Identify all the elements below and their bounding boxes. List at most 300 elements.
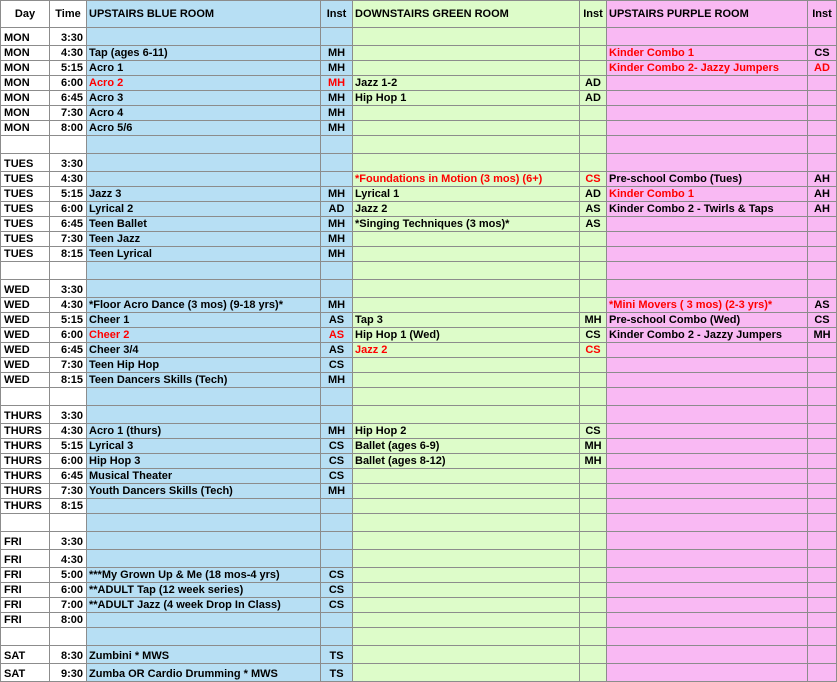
cell-purple-instructor (808, 583, 837, 598)
cell-time: 4:30 (50, 298, 87, 313)
cell-blue-instructor: MH (321, 121, 353, 136)
cell-purple-class (607, 613, 808, 628)
cell-green-instructor: AS (580, 217, 607, 232)
cell-time: 7:30 (50, 358, 87, 373)
cell-purple-instructor: CS (808, 313, 837, 328)
cell-day: WED (1, 358, 50, 373)
cell-green-class (353, 613, 580, 628)
cell-blue-class: Teen Ballet (87, 217, 321, 232)
cell-blue-instructor: MH (321, 91, 353, 106)
cell-green-class (353, 358, 580, 373)
cell-blue-class: Cheer 3/4 (87, 343, 321, 358)
cell-blue-class (87, 280, 321, 298)
table-row (1, 499, 837, 514)
cell-blue-class: Acro 1 (87, 61, 321, 76)
cell-green-class (353, 499, 580, 514)
cell-purple-instructor (808, 439, 837, 454)
cell-day: WED (1, 298, 50, 313)
cell-blue-class: Tap (ages 6-11) (87, 46, 321, 61)
cell-green-class: *Foundations in Motion (3 mos) (6+) (353, 172, 580, 187)
cell-green-instructor (580, 628, 607, 646)
cell-green-class (353, 373, 580, 388)
cell-time: 3:30 (50, 280, 87, 298)
cell-purple-class (607, 343, 808, 358)
cell-time: 8:00 (50, 121, 87, 136)
cell-purple-class (607, 217, 808, 232)
cell-time: 4:30 (50, 550, 87, 568)
cell-green-instructor (580, 568, 607, 583)
cell-purple-class (607, 628, 808, 646)
cell-purple-class (607, 280, 808, 298)
cell-blue-class: **ADULT Tap (12 week series) (87, 583, 321, 598)
cell-blue-class: Teen Hip Hop (87, 358, 321, 373)
separator-row (1, 136, 837, 154)
cell-day (1, 628, 50, 646)
cell-time (50, 514, 87, 532)
cell-day: THURS (1, 406, 50, 424)
cell-green-class (353, 154, 580, 172)
cell-purple-instructor (808, 154, 837, 172)
cell-blue-class: Lyrical 2 (87, 202, 321, 217)
cell-green-class (353, 136, 580, 154)
cell-purple-instructor: AH (808, 172, 837, 187)
cell-purple-class (607, 373, 808, 388)
cell-green-class (353, 232, 580, 247)
cell-time: 6:45 (50, 217, 87, 232)
cell-blue-class (87, 154, 321, 172)
cell-purple-class (607, 532, 808, 550)
cell-blue-class: Musical Theater (87, 469, 321, 484)
cell-green-class (353, 46, 580, 61)
cell-blue-instructor (321, 262, 353, 280)
cell-purple-class (607, 424, 808, 439)
cell-purple-instructor (808, 121, 837, 136)
cell-blue-class: Zumba OR Cardio Drumming * MWS (87, 664, 321, 682)
cell-green-instructor (580, 514, 607, 532)
cell-green-class (353, 469, 580, 484)
cell-green-instructor (580, 61, 607, 76)
cell-blue-instructor (321, 613, 353, 628)
cell-green-class (353, 406, 580, 424)
cell-blue-instructor: AD (321, 202, 353, 217)
cell-purple-instructor: CS (808, 46, 837, 61)
cell-green-class (353, 106, 580, 121)
cell-blue-class (87, 628, 321, 646)
cell-green-class (353, 664, 580, 682)
cell-green-class (353, 532, 580, 550)
cell-time: 4:30 (50, 46, 87, 61)
cell-green-instructor (580, 532, 607, 550)
cell-purple-instructor (808, 76, 837, 91)
cell-time: 4:30 (50, 424, 87, 439)
cell-blue-class: Acro 4 (87, 106, 321, 121)
cell-green-instructor (580, 28, 607, 46)
cell-green-instructor: MH (580, 454, 607, 469)
table-row (1, 298, 837, 313)
cell-purple-instructor: AS (808, 298, 837, 313)
cell-green-instructor (580, 154, 607, 172)
cell-blue-class (87, 613, 321, 628)
cell-purple-class: Pre-school Combo (Wed) (607, 313, 808, 328)
cell-purple-instructor (808, 598, 837, 613)
table-row (1, 373, 837, 388)
cell-blue-instructor: AS (321, 343, 353, 358)
table-row (1, 91, 837, 106)
cell-day: WED (1, 280, 50, 298)
cell-purple-instructor (808, 424, 837, 439)
cell-time: 6:00 (50, 328, 87, 343)
cell-green-class (353, 628, 580, 646)
cell-time: 6:45 (50, 469, 87, 484)
cell-green-class: Tap 3 (353, 313, 580, 328)
cell-blue-instructor (321, 172, 353, 187)
table-row (1, 583, 837, 598)
cell-time: 3:30 (50, 154, 87, 172)
cell-day: MON (1, 121, 50, 136)
cell-purple-instructor (808, 406, 837, 424)
cell-purple-class (607, 406, 808, 424)
cell-green-class (353, 61, 580, 76)
cell-blue-instructor: MH (321, 424, 353, 439)
cell-day: MON (1, 106, 50, 121)
cell-time (50, 628, 87, 646)
cell-purple-instructor (808, 388, 837, 406)
cell-green-class: Jazz 2 (353, 202, 580, 217)
cell-day (1, 262, 50, 280)
cell-blue-instructor: MH (321, 76, 353, 91)
table-row (1, 358, 837, 373)
cell-blue-class (87, 388, 321, 406)
cell-day: TUES (1, 247, 50, 262)
cell-purple-instructor (808, 613, 837, 628)
cell-blue-class (87, 136, 321, 154)
cell-purple-instructor (808, 514, 837, 532)
cell-blue-class (87, 514, 321, 532)
cell-day: MON (1, 91, 50, 106)
cell-green-class (353, 388, 580, 406)
cell-purple-instructor (808, 358, 837, 373)
cell-green-instructor (580, 232, 607, 247)
cell-blue-class: Cheer 2 (87, 328, 321, 343)
cell-purple-class (607, 154, 808, 172)
cell-green-class (353, 247, 580, 262)
cell-purple-class (607, 550, 808, 568)
table-row (1, 454, 837, 469)
cell-blue-class (87, 406, 321, 424)
cell-purple-class (607, 262, 808, 280)
cell-green-instructor (580, 106, 607, 121)
cell-green-class (353, 583, 580, 598)
table-row (1, 202, 837, 217)
cell-blue-instructor: MH (321, 232, 353, 247)
cell-blue-instructor: MH (321, 187, 353, 202)
cell-purple-instructor (808, 280, 837, 298)
table-row (1, 424, 837, 439)
cell-blue-instructor: TS (321, 646, 353, 664)
cell-blue-class: Acro 2 (87, 76, 321, 91)
cell-purple-class (607, 484, 808, 499)
cell-purple-class (607, 136, 808, 154)
cell-green-class (353, 280, 580, 298)
header-green-inst: Inst (580, 1, 607, 28)
cell-green-instructor (580, 262, 607, 280)
cell-time: 8:00 (50, 613, 87, 628)
cell-blue-class (87, 550, 321, 568)
cell-blue-class (87, 172, 321, 187)
cell-blue-class: Teen Dancers Skills (Tech) (87, 373, 321, 388)
cell-time: 6:45 (50, 91, 87, 106)
cell-purple-class (607, 583, 808, 598)
header-blue-room: UPSTAIRS BLUE ROOM (87, 1, 321, 28)
cell-blue-class: ***My Grown Up & Me (18 mos-4 yrs) (87, 568, 321, 583)
cell-blue-instructor: AS (321, 313, 353, 328)
cell-day: THURS (1, 469, 50, 484)
cell-purple-class (607, 358, 808, 373)
cell-blue-class: Teen Jazz (87, 232, 321, 247)
cell-purple-class (607, 499, 808, 514)
table-row (1, 217, 837, 232)
cell-blue-instructor (321, 406, 353, 424)
cell-green-instructor (580, 373, 607, 388)
cell-purple-class: Pre-school Combo (Tues) (607, 172, 808, 187)
cell-purple-instructor (808, 232, 837, 247)
cell-purple-class (607, 28, 808, 46)
table-row (1, 121, 837, 136)
cell-time: 8:15 (50, 499, 87, 514)
cell-purple-class (607, 76, 808, 91)
cell-blue-instructor: CS (321, 583, 353, 598)
cell-day: TUES (1, 232, 50, 247)
cell-time: 3:30 (50, 28, 87, 46)
cell-green-class (353, 568, 580, 583)
cell-green-class (353, 646, 580, 664)
cell-blue-instructor (321, 28, 353, 46)
table-row (1, 550, 837, 568)
cell-blue-class: Cheer 1 (87, 313, 321, 328)
cell-green-instructor: CS (580, 172, 607, 187)
cell-green-class (353, 598, 580, 613)
cell-green-instructor: CS (580, 424, 607, 439)
cell-day: MON (1, 46, 50, 61)
cell-day: FRI (1, 550, 50, 568)
cell-purple-class (607, 646, 808, 664)
cell-green-instructor (580, 388, 607, 406)
separator-row (1, 388, 837, 406)
cell-time: 6:00 (50, 76, 87, 91)
cell-day: THURS (1, 499, 50, 514)
table-row (1, 232, 837, 247)
table-row (1, 106, 837, 121)
schedule-body (1, 28, 837, 682)
cell-blue-instructor: CS (321, 598, 353, 613)
table-row (1, 28, 837, 46)
cell-purple-instructor (808, 499, 837, 514)
cell-green-class: Hip Hop 1 (353, 91, 580, 106)
cell-blue-class: Acro 5/6 (87, 121, 321, 136)
cell-blue-class (87, 532, 321, 550)
cell-time: 5:15 (50, 439, 87, 454)
cell-purple-instructor (808, 106, 837, 121)
cell-green-instructor (580, 406, 607, 424)
cell-time: 8:15 (50, 373, 87, 388)
cell-green-class (353, 121, 580, 136)
cell-blue-instructor: AS (321, 328, 353, 343)
cell-time: 4:30 (50, 172, 87, 187)
cell-blue-class: **ADULT Jazz (4 week Drop In Class) (87, 598, 321, 613)
cell-purple-instructor (808, 469, 837, 484)
cell-day: THURS (1, 439, 50, 454)
cell-day (1, 136, 50, 154)
cell-purple-class (607, 232, 808, 247)
table-row (1, 343, 837, 358)
cell-blue-class: Teen Lyrical (87, 247, 321, 262)
cell-day: SAT (1, 646, 50, 664)
cell-day: THURS (1, 454, 50, 469)
cell-green-class (353, 484, 580, 499)
cell-green-instructor (580, 646, 607, 664)
cell-day: FRI (1, 583, 50, 598)
cell-green-instructor: AS (580, 202, 607, 217)
cell-blue-instructor (321, 514, 353, 532)
cell-green-instructor (580, 550, 607, 568)
cell-purple-class (607, 388, 808, 406)
cell-green-instructor (580, 598, 607, 613)
table-row (1, 280, 837, 298)
cell-blue-class: Acro 1 (thurs) (87, 424, 321, 439)
cell-blue-class: Lyrical 3 (87, 439, 321, 454)
cell-green-instructor (580, 499, 607, 514)
cell-day: WED (1, 328, 50, 343)
cell-blue-class: Zumbini * MWS (87, 646, 321, 664)
cell-purple-instructor (808, 28, 837, 46)
cell-green-class: Jazz 2 (353, 343, 580, 358)
cell-green-class (353, 262, 580, 280)
cell-green-class (353, 514, 580, 532)
cell-green-instructor (580, 298, 607, 313)
cell-blue-instructor: TS (321, 664, 353, 682)
cell-purple-instructor (808, 628, 837, 646)
cell-purple-class: Kinder Combo 2 - Twirls & Taps (607, 202, 808, 217)
header-blue-inst: Inst (321, 1, 353, 28)
cell-green-instructor: AD (580, 187, 607, 202)
cell-purple-class (607, 514, 808, 532)
table-row (1, 439, 837, 454)
cell-blue-instructor (321, 280, 353, 298)
table-row (1, 646, 837, 664)
cell-purple-class (607, 247, 808, 262)
cell-purple-class (607, 598, 808, 613)
cell-purple-instructor (808, 646, 837, 664)
cell-blue-instructor (321, 628, 353, 646)
cell-blue-instructor: MH (321, 484, 353, 499)
cell-day: TUES (1, 172, 50, 187)
cell-green-instructor (580, 136, 607, 154)
cell-green-instructor: CS (580, 328, 607, 343)
cell-blue-class (87, 28, 321, 46)
cell-purple-class: Kinder Combo 2 - Jazzy Jumpers (607, 328, 808, 343)
table-row (1, 568, 837, 583)
table-row (1, 313, 837, 328)
table-row (1, 247, 837, 262)
separator-row (1, 262, 837, 280)
cell-green-instructor (580, 484, 607, 499)
table-row (1, 613, 837, 628)
cell-day: THURS (1, 424, 50, 439)
header-day: Day (1, 1, 50, 28)
cell-time: 6:00 (50, 583, 87, 598)
cell-green-instructor (580, 280, 607, 298)
table-row (1, 46, 837, 61)
cell-day: MON (1, 76, 50, 91)
cell-purple-class (607, 469, 808, 484)
cell-purple-class: Kinder Combo 1 (607, 46, 808, 61)
separator-row (1, 514, 837, 532)
cell-blue-instructor: MH (321, 46, 353, 61)
cell-day: FRI (1, 532, 50, 550)
cell-time: 5:00 (50, 568, 87, 583)
cell-purple-instructor (808, 373, 837, 388)
cell-day: FRI (1, 598, 50, 613)
cell-purple-class (607, 439, 808, 454)
cell-green-instructor (580, 247, 607, 262)
cell-green-instructor (580, 613, 607, 628)
cell-blue-class: Acro 3 (87, 91, 321, 106)
cell-green-class: Ballet (ages 8-12) (353, 454, 580, 469)
cell-time (50, 388, 87, 406)
cell-time: 3:30 (50, 532, 87, 550)
table-row (1, 598, 837, 613)
cell-purple-class: Kinder Combo 2- Jazzy Jumpers (607, 61, 808, 76)
cell-time: 5:15 (50, 313, 87, 328)
cell-day: SAT (1, 664, 50, 682)
cell-blue-instructor (321, 154, 353, 172)
cell-green-instructor (580, 121, 607, 136)
cell-green-instructor: AD (580, 76, 607, 91)
cell-purple-instructor (808, 217, 837, 232)
cell-green-instructor (580, 583, 607, 598)
cell-green-instructor: MH (580, 439, 607, 454)
cell-blue-instructor: MH (321, 298, 353, 313)
cell-time: 9:30 (50, 664, 87, 682)
cell-green-instructor: MH (580, 313, 607, 328)
header-purple-room: UPSTAIRS PURPLE ROOM (607, 1, 808, 28)
cell-purple-class: *Mini Movers ( 3 mos) (2-3 yrs)* (607, 298, 808, 313)
cell-day: MON (1, 61, 50, 76)
table-row (1, 187, 837, 202)
cell-day: FRI (1, 613, 50, 628)
cell-purple-instructor (808, 262, 837, 280)
cell-green-class (353, 550, 580, 568)
cell-blue-instructor (321, 136, 353, 154)
cell-time: 7:30 (50, 232, 87, 247)
cell-purple-instructor: AH (808, 202, 837, 217)
cell-time: 5:15 (50, 187, 87, 202)
cell-day (1, 388, 50, 406)
cell-green-class: Jazz 1-2 (353, 76, 580, 91)
cell-blue-instructor: CS (321, 358, 353, 373)
cell-green-class (353, 28, 580, 46)
cell-blue-instructor (321, 550, 353, 568)
cell-green-instructor (580, 358, 607, 373)
cell-time: 6:00 (50, 454, 87, 469)
header-time: Time (50, 1, 87, 28)
cell-purple-instructor: AD (808, 61, 837, 76)
cell-green-instructor (580, 46, 607, 61)
cell-time: 3:30 (50, 406, 87, 424)
cell-green-class: Hip Hop 2 (353, 424, 580, 439)
cell-day (1, 514, 50, 532)
cell-blue-instructor: MH (321, 61, 353, 76)
